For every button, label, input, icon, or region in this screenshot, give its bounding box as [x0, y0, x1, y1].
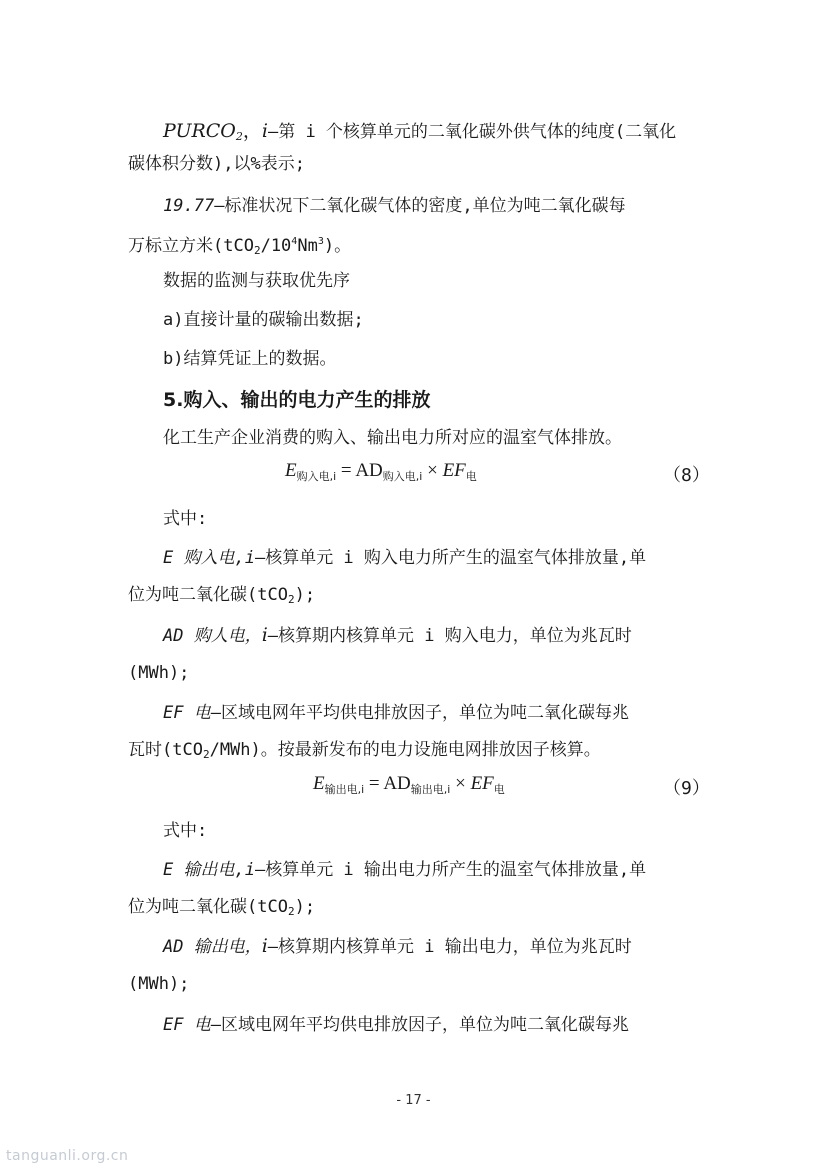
definition-text: —区域电网年平均供电排放因子，单位为吨二氧化碳每兆	[210, 703, 629, 723]
para-density	[163, 192, 626, 219]
formula-sub: 购入电,i	[296, 470, 337, 483]
var-ad-output: AD 输出电，	[163, 937, 262, 957]
formula-var: EF	[470, 773, 494, 794]
para-ef-unit	[128, 737, 601, 768]
formula-var: E	[313, 773, 325, 794]
para-ef-2	[163, 1011, 629, 1038]
unit-text: 位为吨二氧化碳(tCO	[128, 897, 288, 917]
formula-var: EF	[442, 460, 466, 481]
var-e-purchased: E 购入电,i	[163, 548, 255, 568]
superscript: 4	[291, 236, 298, 247]
unit-text: /10	[260, 236, 292, 256]
var-ef: EF 电	[163, 1015, 211, 1035]
watermark: tanguanli.org.cn	[6, 1148, 129, 1164]
var-ef: EF 电	[163, 703, 211, 723]
formula-sub: 电	[493, 783, 505, 796]
formula-op: ×	[450, 773, 471, 794]
var-i: i	[261, 935, 268, 957]
subscript: 2	[202, 748, 210, 761]
subscript: 2	[287, 593, 295, 606]
para-ad-purchased-unit: (MWh);	[128, 663, 190, 683]
var-e-output: E 输出电,i	[163, 860, 255, 880]
definition-text: —第 i 个核算单元的二氧化碳外供气体的纯度(二氧化	[267, 122, 677, 142]
formula-8	[285, 458, 477, 490]
formula-sub: 电	[465, 470, 477, 483]
unit-text: /MWh)。按最新发布的电力设施电网排放因子核算。	[209, 740, 601, 760]
unit-text: 瓦时(tCO	[128, 740, 203, 760]
where-label: 式中:	[163, 509, 208, 529]
var-i: i	[261, 120, 268, 142]
var-i: i	[261, 624, 268, 646]
where-label-2: 式中:	[163, 821, 208, 841]
list-item-b: b)结算凭证上的数据。	[163, 349, 337, 369]
para-density-unit	[128, 229, 351, 264]
definition-text: —核算单元 i 购入电力所产生的温室气体排放量,单	[254, 548, 647, 568]
unit-text: );	[294, 897, 316, 917]
definition-text: —核算单元 i 输出电力所产生的温室气体排放量,单	[254, 860, 647, 880]
formula-op: = AD	[336, 460, 383, 481]
para-e-purchased	[163, 544, 646, 571]
unit-text: 位为吨二氧化碳(tCO	[128, 585, 288, 605]
para-priority-title: 数据的监测与获取优先序	[163, 271, 350, 291]
superscript: 3	[317, 236, 324, 247]
para-purco2-cont: 碳体积分数),以%表示;	[128, 154, 305, 174]
subscript: 2	[253, 244, 261, 257]
unit-text: 万标立方米(tCO	[128, 236, 254, 256]
para-ad-purchased	[163, 622, 632, 649]
para-intro: 化工生产企业消费的购入、输出电力所对应的温室气体排放。	[163, 428, 622, 448]
unit-text: )。	[323, 236, 352, 256]
para-ad-output	[163, 933, 632, 960]
formula-9	[313, 771, 505, 803]
para-e-purchased-unit	[128, 582, 315, 613]
page-number: - 17 -	[396, 1093, 431, 1108]
formula-sub: 输出电,i	[410, 783, 451, 796]
formula-op: ×	[422, 460, 443, 481]
separator: ，	[242, 120, 262, 142]
para-e-output-unit	[128, 894, 315, 925]
subscript: 2	[235, 130, 243, 143]
subscript: 2	[287, 905, 295, 918]
section-heading: 5.购入、输出的电力产生的排放	[163, 389, 431, 411]
para-ef	[163, 699, 629, 726]
formula-sub: 输出电,i	[324, 783, 365, 796]
definition-text: —标准状况下二氧化碳气体的密度,单位为吨二氧化碳每	[214, 196, 626, 216]
unit-text: Nm	[297, 236, 318, 256]
equation-number-8: （8）	[663, 465, 710, 486]
para-ad-output-unit: (MWh);	[128, 974, 190, 994]
para-purco2	[163, 118, 676, 150]
formula-var: E	[285, 460, 297, 481]
var-ad-purchased: AD 购人电，	[163, 626, 262, 646]
var-constant: 19.77	[163, 196, 215, 216]
formula-sub: 购入电,i	[382, 470, 423, 483]
formula-op: = AD	[364, 773, 411, 794]
para-e-output	[163, 856, 646, 883]
unit-text: );	[294, 585, 316, 605]
definition-text: —区域电网年平均供电排放因子，单位为吨二氧化碳每兆	[210, 1015, 629, 1035]
definition-text: —核算期内核算单元 i 购入电力，单位为兆瓦时	[267, 626, 632, 646]
definition-text: —核算期内核算单元 i 输出电力，单位为兆瓦时	[267, 937, 632, 957]
var-purco: PURCO	[163, 120, 236, 142]
equation-number-9: （9）	[663, 778, 710, 799]
list-item-a: a)直接计量的碳输出数据;	[163, 310, 364, 330]
